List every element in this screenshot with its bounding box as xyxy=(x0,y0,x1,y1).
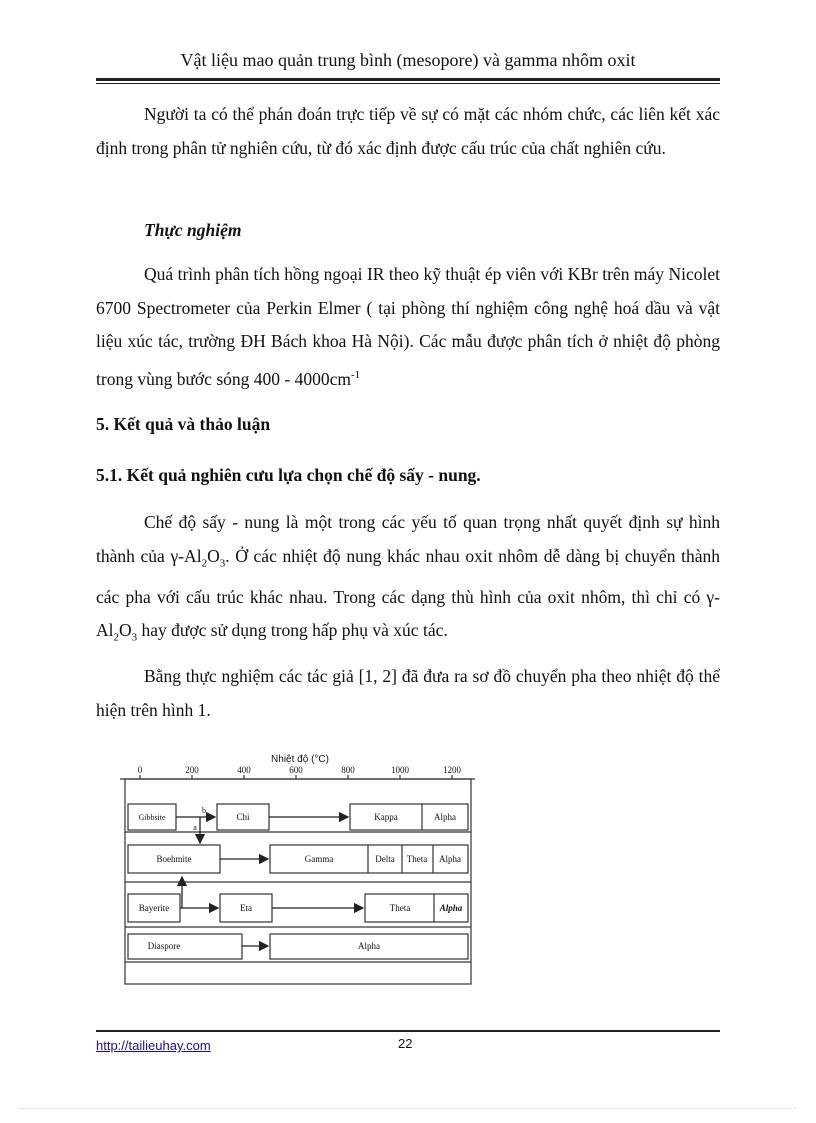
phase-label: Kappa xyxy=(374,812,398,822)
tick-label: 1200 xyxy=(443,765,461,775)
phase-label: Boehmite xyxy=(156,854,192,864)
page-header-title: Vật liệu mao quản trung bình (mesopore) và gamma nhôm oxit xyxy=(180,50,636,70)
phase-label: Alpha xyxy=(434,812,456,822)
phase-label: Delta xyxy=(375,854,395,864)
page-number: 22 xyxy=(398,1036,413,1051)
tick-label: 200 xyxy=(185,765,199,775)
experimental-paragraph xyxy=(96,258,720,396)
tick-label: 400 xyxy=(237,765,251,775)
phase-label: Diaspore xyxy=(147,941,181,951)
tick-label: 800 xyxy=(341,765,355,775)
phase-transition-diagram xyxy=(120,752,480,992)
header-rule xyxy=(96,78,720,81)
header-rule-thin xyxy=(96,83,720,84)
phase-label: Gamma xyxy=(304,854,334,864)
phase-label: Theta xyxy=(389,903,411,913)
calcination-paragraph: Chế độ sấy - nung là một trong các yếu tố quan trọng nhất quyết định sự hình thành của $\gamma-Al_2O_3$. Ở các nhiệt độ nung khác nhau oxit nhôm dễ dàng bị chuyển thành các pha với cấu trúc khác nhau. Trong các dạng thù hình của oxit nhôm, thì chỉ có $\gamma-Al_2O_3$ hay được sử dụng trong hấp phụ và xúc tác. xyxy=(96,512,720,644)
section-5-heading: 5. Kết quả và thảo luận xyxy=(96,414,271,434)
tick-label: 1000 xyxy=(391,765,409,775)
phase-label: Gibbsite xyxy=(138,813,166,822)
experimental-superscript: -1 xyxy=(350,368,361,381)
phase-label: Chi xyxy=(236,812,250,822)
phase-label: Theta xyxy=(406,854,428,864)
intro-paragraph: Người ta có thể phán đoán trực tiếp về sự có mặt các nhóm chức, các liên kết xác định trong phân tử nghiên cứu, từ đó xác định được cấu trúc của chất nghiên cứu. xyxy=(96,104,720,158)
tick-label: 0 xyxy=(137,765,143,775)
axis-title: Nhiệt độ (°C) xyxy=(271,754,329,765)
footer-website-link[interactable]: http://tailieuhay.com xyxy=(96,1038,211,1053)
arrow-label-b: b xyxy=(202,806,206,815)
phase-label: Eta xyxy=(240,903,252,913)
page-bottom-dotted-line xyxy=(20,1108,796,1109)
arrow-label-a: a xyxy=(193,823,197,832)
tick-label: 600 xyxy=(289,765,303,775)
phase-label: Alpha xyxy=(439,854,461,864)
experimental-heading: Thực nghiệm xyxy=(144,220,242,240)
figure-intro-paragraph: Bằng thực nghiệm các tác giả [1, 2] đã đưa ra sơ đồ chuyển pha theo nhiệt độ thể hiện trên hình 1. xyxy=(96,666,720,720)
phase-label: Bayerite xyxy=(138,903,170,913)
section-5-1-heading: 5.1. Kết quả nghiên cưu lựa chọn chế độ sấy - nung. xyxy=(96,465,481,485)
phase-label: Alpha xyxy=(439,903,463,913)
phase-label: Alpha xyxy=(358,941,380,951)
experimental-text: Quá trình phân tích hồng ngoại IR theo kỹ thuật ép viên với KBr trên máy Nicolet 6700 Spectrometer của Perkin Elmer ( tại phòng thí nghiệm công nghệ hoá dầu và vật liệu xúc tác, trường ĐH Bách khoa Hà Nội). Các mẫu được phân tích ở nhiệt độ phòng trong vùng bước sóng 400 - 4000cm xyxy=(96,264,720,389)
footer-rule xyxy=(96,1030,720,1032)
